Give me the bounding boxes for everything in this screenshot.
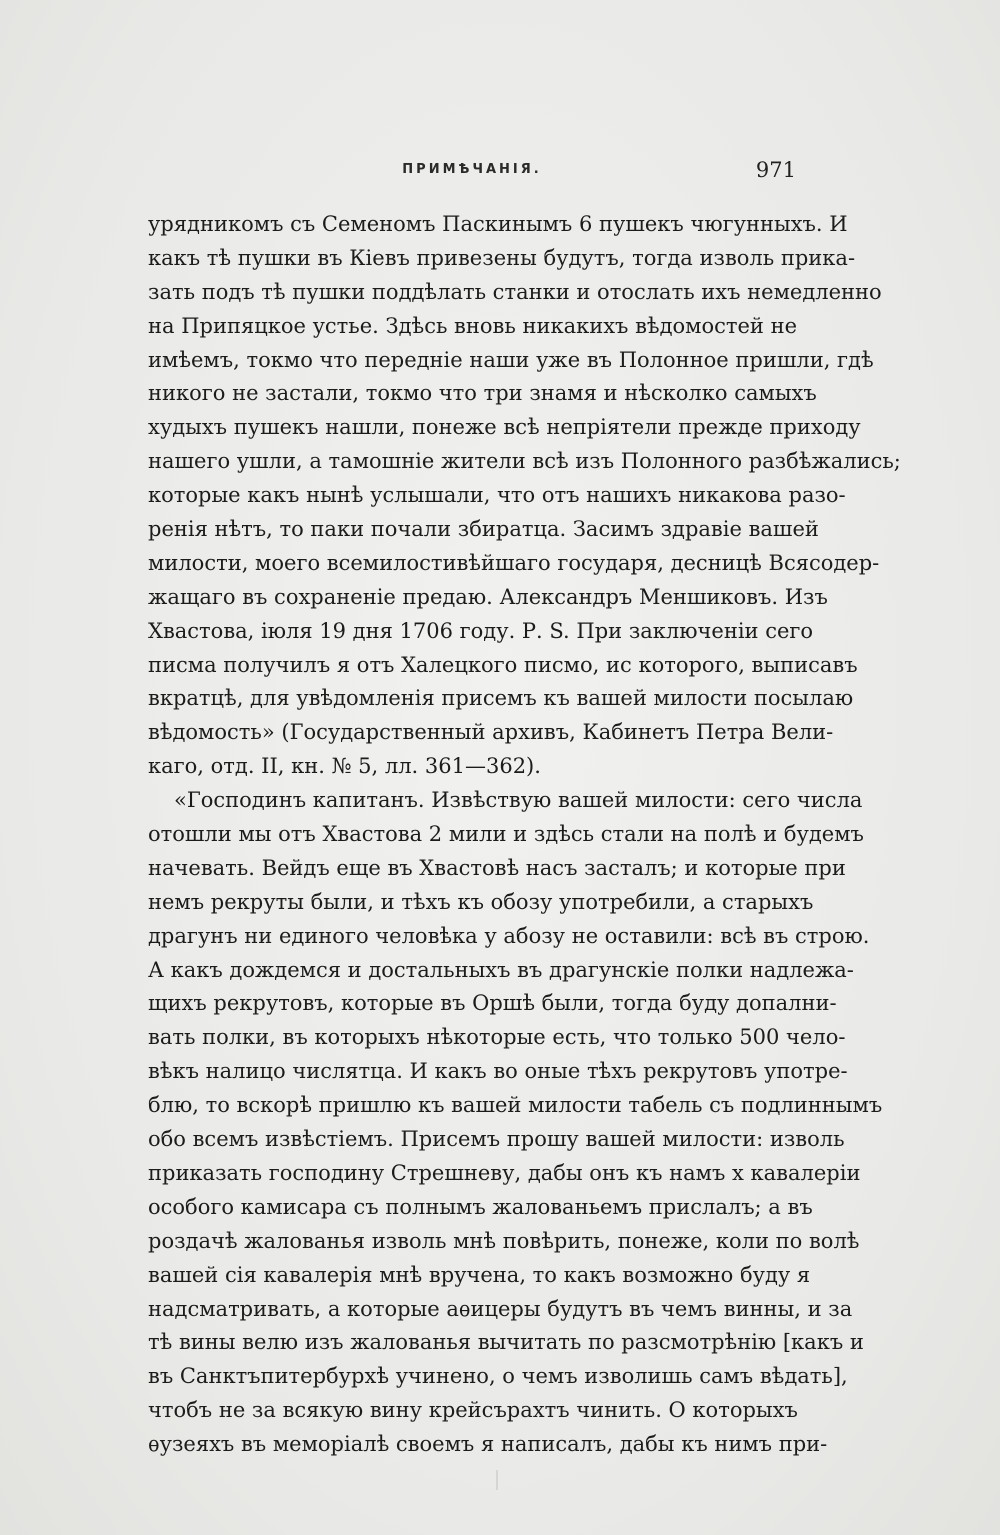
text-line: вать полки, въ которыхъ нѣкоторые есть, что только 500 чело- (148, 1025, 846, 1050)
text-line: на Припяцкое устье. Здѣсь вновь никакихъ вѣдомостей не (148, 313, 798, 338)
paper-speck (496, 1470, 498, 1490)
text-line: писма получилъ я отъ Халецкого писмо, ис которого, выписавъ (148, 652, 858, 677)
text-line: блю, то вскорѣ пришлю къ вашей милости табель съ подлиннымъ (148, 1093, 883, 1118)
text-line: которые какъ нынѣ услышали, что отъ нашихъ никакова разо- (148, 483, 846, 508)
text-line: урядникомъ съ Семеномъ Паскинымъ 6 пушекъ чюгунныхъ. И (148, 212, 848, 236)
running-title: ПРИМѢЧАНІЯ. (402, 162, 542, 177)
text-line: какъ тѣ пушки въ Кіевъ привезены будутъ, тогда изволь прика- (148, 245, 856, 270)
text-line: драгунъ ни единого человѣка у абозу не оставили: всѣ въ строю. (148, 923, 870, 948)
text-line: особого камисара съ полнымъ жалованьемъ прислалъ; а въ (148, 1194, 813, 1219)
text-line: надсматривать, а которые аѳицеры будутъ въ чемъ винны, и за (148, 1296, 853, 1321)
text-line: вѣкъ налицо числятца. И какъ во оные тѣхъ рекрутовъ употре- (148, 1059, 848, 1084)
text-line: отошли мы отъ Хвастова 2 мили и здѣсь стали на полѣ и будемъ (148, 822, 864, 847)
text-line: тѣ вины велю изъ жалованья вычитать по разсмотрѣнію [какъ и (148, 1330, 864, 1355)
text-line: милости, моего всемилостивѣйшаго государя, десницѣ Всясодер- (148, 550, 880, 575)
text-line: ѳузеяхъ въ меморіалѣ своемъ я написалъ, дабы къ нимъ при- (148, 1432, 828, 1457)
text-line: роздачѣ жалованья изволь мнѣ повѣрить, понеже, коли по волѣ (148, 1228, 860, 1253)
text-line: обо всемъ извѣстіемъ. Присемъ прошу вашей милости: изволь (148, 1127, 845, 1152)
page-number: 971 (755, 158, 796, 182)
text-line: немъ рекруты были, и тѣхъ къ обозу употребили, а старыхъ (148, 889, 814, 914)
text-line: жащаго въ сохраненіе предаю. Александръ Меншиковъ. Изъ (148, 584, 828, 609)
text-line: ренія нѣтъ, то паки почали збиратца. Засимъ здравіе вашей (148, 517, 819, 542)
text-line: зать подъ тѣ пушки поддѣлать станки и отослать ихъ немедленно (148, 279, 882, 304)
text-line: приказать господину Стрешневу, дабы онъ къ намъ х кавалеріи (148, 1160, 861, 1185)
text-line: нашего ушли, а тамошніе жители всѣ изъ Полонного разбѣжались; (148, 449, 901, 474)
paragraph-start-line: «Господинъ капитанъ. Извѣствую вашей милости: сего числа (174, 788, 863, 813)
text-line: имѣемъ, токмо что передніе наши уже въ Полонное пришли, гдѣ (148, 347, 874, 372)
paragraph-end-line: каго, отд. II, кн. № 5, лл. 361—362). (148, 754, 541, 779)
text-line: Хвастова, іюля 19 дня 1706 году. Р. S. При заключеніи сего (148, 618, 814, 643)
text-line: чтобъ не за всякую вину крейсърахтъ чинить. О которыхъ (148, 1398, 798, 1423)
text-line: никого не застали, токмо что три знамя и нѣсколко самыхъ (148, 381, 817, 406)
text-line: вѣдомость» (Государственный архивъ, Кабинетъ Петра Вели- (148, 720, 834, 745)
text-line: худыхъ пушекъ нашли, понеже всѣ непріятели прежде приходу (148, 415, 861, 440)
running-head (148, 160, 796, 184)
text-line: вкратцѣ, для увѣдомленія присемъ къ вашей милости посылаю (148, 686, 854, 711)
text-line: въ Санктъпитербурхѣ учинено, о чемъ изволишь самъ вѣдать], (148, 1364, 848, 1389)
text-line: А какъ дождемся и достальныхъ въ драгунскіе полки надлежа- (148, 957, 854, 982)
body-text (148, 208, 901, 1462)
text-line: щихъ рекрутовъ, которые въ Оршѣ были, тогда буду допални- (148, 991, 837, 1016)
text-line: вашей сія кавалерія мнѣ вручена, то какъ возможно буду я (148, 1262, 811, 1287)
text-line: начевать. Вейдъ еще въ Хвастовѣ насъ засталъ; и которые при (148, 855, 846, 880)
